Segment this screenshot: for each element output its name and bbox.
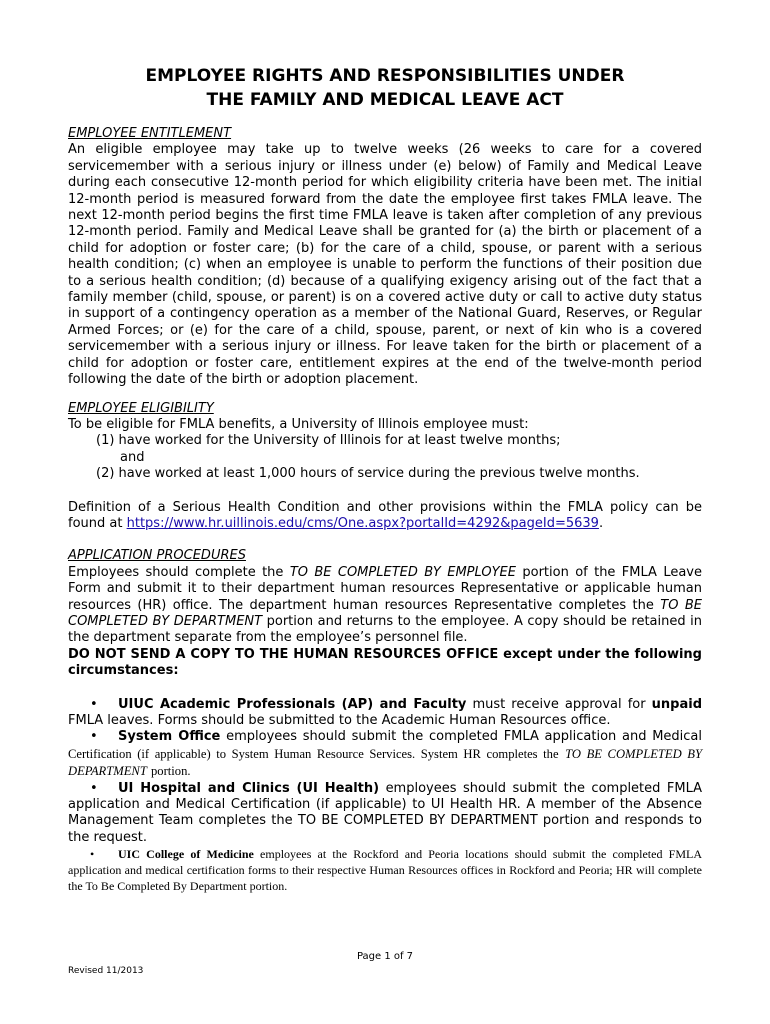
title-line-1: EMPLOYEE RIGHTS AND RESPONSIBILITIES UNDER — [145, 66, 625, 86]
do-not-send-warning: DO NOT SEND A COPY TO THE HUMAN RESOURCES OFFICE except under the following circumstances: — [68, 646, 702, 679]
definition-paragraph — [68, 500, 702, 533]
bullet-1-unpaid: unpaid — [651, 696, 703, 712]
bullet-1-text-b: FMLA leaves. Forms should be submitted to the Academic Human Resources office. — [68, 713, 611, 728]
bullet-2-text-b: Certification (if applicable) to System Human Resource Services. System HR completes the — [68, 746, 559, 761]
application-heading: APPLICATION PROCEDURES — [68, 548, 246, 564]
bullet-2-text-a: employees should submit the completed FMLA application and Medical — [226, 729, 702, 745]
definition-text: Definition of a Serious Health Condition and other provisions within the FMLA policy can be found at — [68, 499, 702, 531]
eligibility-conjunction: and — [120, 449, 145, 465]
bullet-2-italic: TO BE COMPLETED BY DEPARTMENT — [68, 746, 702, 779]
bullet-icon: • — [90, 847, 95, 862]
eligibility-intro: To be eligible for FMLA benefits, a University of Illinois employee must: — [68, 416, 529, 432]
bullet-icon: • — [90, 729, 98, 745]
to-be-completed-by-department: TO BE COMPLETED BY DEPARTMENT — [68, 597, 702, 629]
application-text-1: Employees should complete the — [68, 564, 284, 580]
eligibility-item-2: (2) have worked at least 1,000 hours of service during the previous twelve months. — [96, 466, 640, 482]
bullet-2-text-c: portion. — [150, 764, 191, 779]
application-text-2: portion of the FMLA Leave Form and submit it to their department human resources Representative or applicable human resources (HR) office. The department human resources Representative completes the — [68, 564, 702, 613]
bullet-college-of-medicine — [68, 846, 702, 894]
to-be-completed-by-employee: TO BE COMPLETED BY EMPLOYEE — [289, 564, 516, 580]
bullet-3-text: employees should submit the completed FMLA application and Medical Certification (if applicable) to UI Health HR. A member of the Absence Management Team completes the TO BE COMPLETED BY DEPARTMENT portion and responds to the request. — [68, 780, 702, 845]
bullet-icon: • — [90, 696, 98, 712]
document-body — [68, 126, 702, 894]
eligibility-item-1: (1) have worked for the University of Illinois for at least twelve months; — [96, 433, 561, 449]
bullet-academic-professionals — [68, 697, 702, 730]
entitlement-heading: EMPLOYEE ENTITLEMENT — [68, 126, 232, 141]
entitlement-paragraph: An eligible employee may take up to twelve weeks (26 weeks to care for a covered servicemember with a serious injury or illness under (e) below) of Family and Medical Leave during each consecutive 12-month period for which eligibility criteria have been met. The initial 12-month period is measured forward from the date the employee first takes FMLA leave. The next 12-month period begins the first time FMLA leave is taken after completion of any previous 12-month period. Family and Medical Leave shall be granted for (a) the birth or placement of a child for adoption or foster care; (b) for the care of a child, spouse, or parent with a serious health condition; (c) when an employee is unable to perform the functions of their position due to a serious health condition; (d) because of a qualifying exigency arising out of the fact that a family member (child, spouse, or parent) is on a covered active duty or call to active duty status in support of a contingency operation as a member of the National Guard, Reserves, or Regular Armed Forces; or (e) for the care of a child, spouse, parent, or next of kin who is a covered servicemember with a serious injury or illness. For leave taken for the birth or placement of a child for adoption or foster care, entitlement expires at the end of the twelve-month period following the date of the birth or adoption placement. — [68, 142, 702, 388]
bullet-2-title: System Office — [118, 729, 221, 745]
bullet-system-office — [68, 729, 702, 780]
bullet-ui-health — [68, 781, 702, 847]
revised-date: Revised 11/2013 — [68, 966, 144, 976]
bullet-4-text: employees at the Rockford and Peoria locations should submit the completed FMLA application and medical certification forms to their respective Human Resources offices in Rockford and Peoria; HR will complete the To Be Completed By Department portion. — [68, 847, 702, 894]
fmla-policy-link[interactable]: https://www.hr.uillinois.edu/cms/One.aspx?portalId=4292&pageId=5639 — [126, 515, 599, 531]
bullet-1-title: UIUC Academic Professionals (AP) and Faculty — [118, 696, 467, 712]
eligibility-heading: EMPLOYEE ELIGIBILITY — [68, 400, 214, 416]
definition-end: . — [598, 515, 604, 531]
application-text-3: portion and returns to the employee. A copy should be retained in the department separate from the employee’s personnel file. — [68, 613, 702, 646]
bullet-4-title: UIC College of Medicine — [118, 847, 254, 862]
page-title — [60, 64, 710, 112]
bullet-1-text-a: must receive approval for — [472, 696, 646, 712]
bullet-icon: • — [90, 780, 98, 796]
application-paragraph — [68, 565, 702, 647]
page-number: Page 1 of 7 — [356, 951, 414, 962]
title-line-2: THE FAMILY AND MEDICAL LEAVE ACT — [206, 90, 564, 110]
bullet-3-title: UI Hospital and Clinics (UI Health) — [118, 780, 380, 796]
